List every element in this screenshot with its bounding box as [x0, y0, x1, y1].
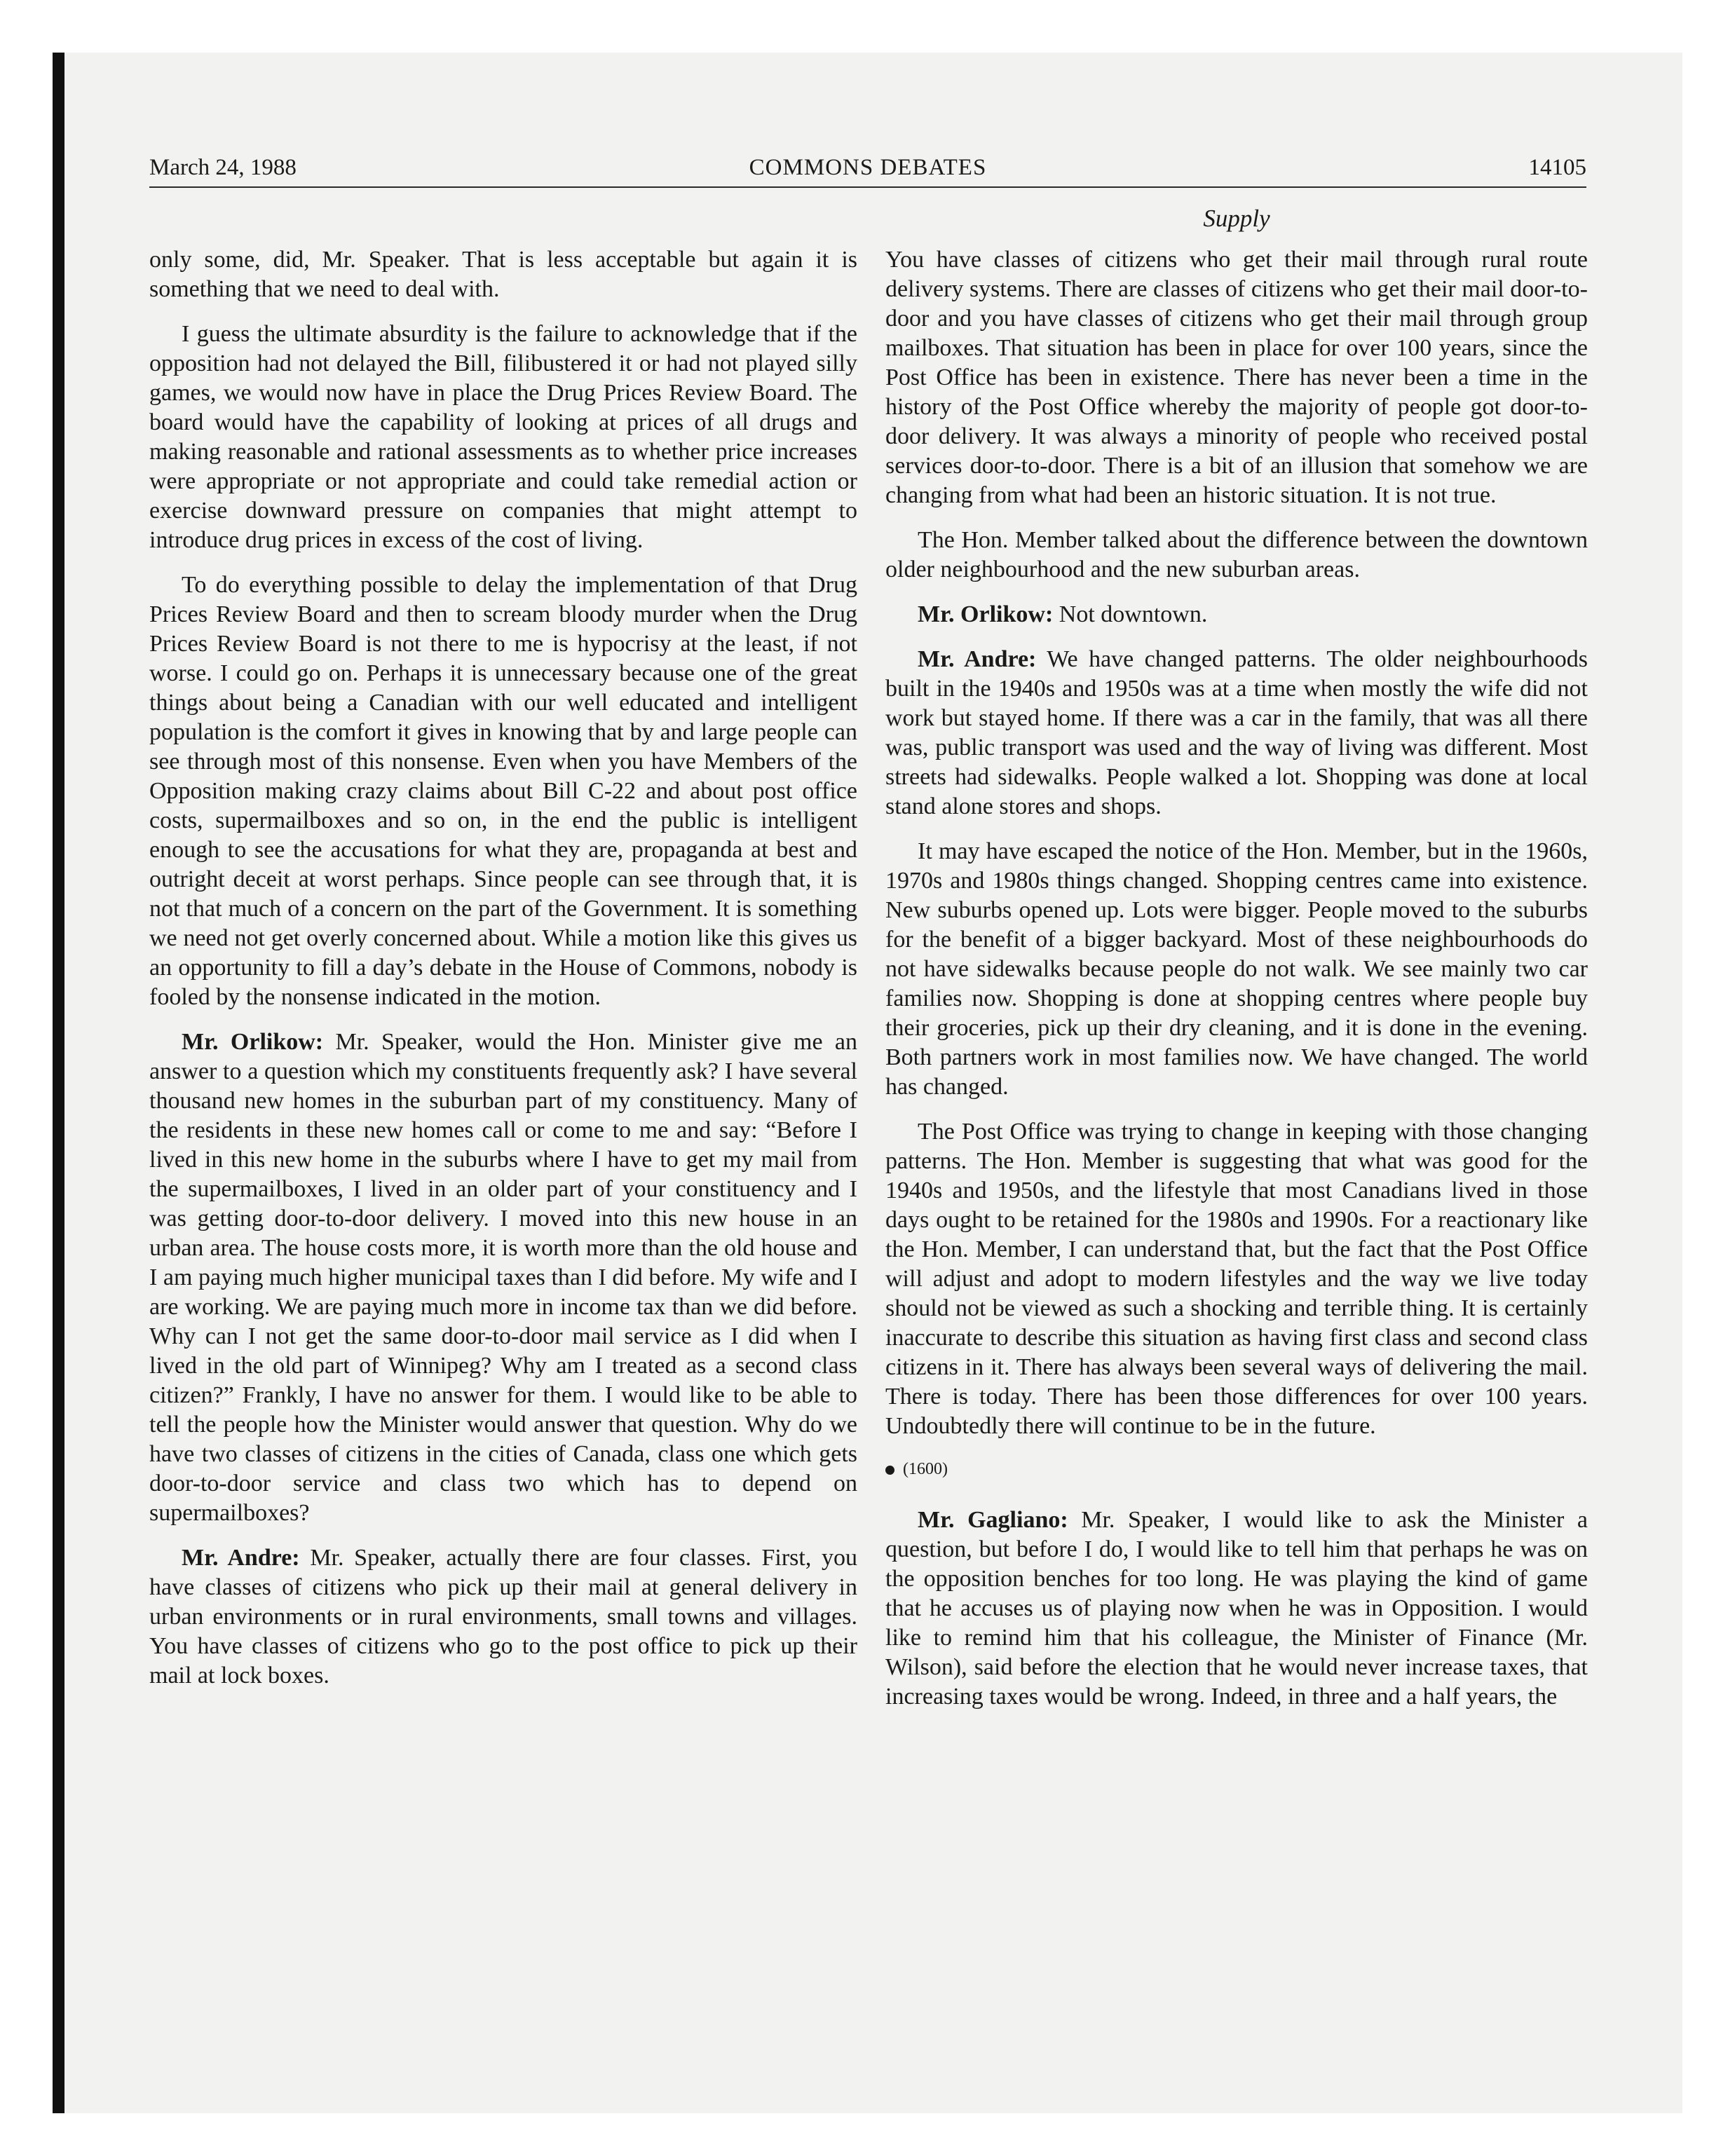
time-marker-text: (1600): [903, 1460, 948, 1478]
paragraph-text: It may have escaped the notice of the Hon. Member, but in the 1960s, 1970s and 1980s things changed. Shopping centres came into existence. New suburbs opened up. Lots were bigger. People moved to the suburbs for the benefit of a bigger backyard. Most of these neighbourhoods do not have sidewalks because people do not walk. We see mainly two car families now. Shopping is done at shopping centres where people buy their groceries, pick up their dry cleaning, and it is done in the evening. Both partners work in most families now. We have changed. The world has changed.: [885, 838, 1588, 1100]
speaker-name: Mr. Orlikow:: [918, 601, 1054, 627]
paragraph-text: The Post Office was trying to change in keeping with those changing patterns. The Hon. Member is suggesting that what was good for the 1940s and 1950s, and the lifestyle that most Canadians lived in those days ought to be retained for the 1980s and 1990s. For a reactionary like the Hon. Member, I can understand that, but the fact that the Post Office will adjust and adopt to modern lifestyles and the way we live today should not be viewed as such a shocking and terrible thing. It is certainly inaccurate to describe this situation as having first class and second class citizens in it. There has always been several ways of delivering the mail. There is today. There has been those differences for over 100 years. Undoubtedly there will continue to be in the future.: [885, 1119, 1588, 1439]
paragraph-text: You have classes of citizens who get their mail through rural route delivery systems. There are classes of citizens who get their mail door-to-door and you have classes of citizens who get their mail through group mailboxes. That situation has been in place for over 100 years, since the Post Office has been in existence. There has never been a time in the history of the Post Office whereby the majority of people got door-to-door delivery. It was always a minority of people who received postal services door-to-door. There is a bit of an illusion that somehow we are changing from what had been an historic situation. It is not true.: [885, 247, 1588, 508]
paragraph: [885, 526, 1588, 585]
left-column: [149, 245, 857, 1706]
time-marker: [885, 1456, 1588, 1482]
bullet-icon: [885, 1466, 894, 1475]
paragraph-text: Mr. Speaker, would the Hon. Minister give me an answer to a question which my constituents frequently ask? I have several thousand new homes in the suburban part of my constituency. Many of the residents in these new homes call or come to me and say: “Before I lived in this new home in the suburbs where I have to get my mail from the supermailboxes, I lived in an older part of your constituency and I was getting door-to-door delivery. I moved into this new house in an urban area. The house costs more, it is worth more than the old house and I am paying much higher municipal taxes than I did before. My wife and I are working. We are paying much more in income tax than we did before. Why can I not get the same door-to-door mail service as I did when I lived in the old part of Winnipeg? Why am I treated as a second class citizen?” Frankly, I have no answer for them. I would like to be able to tell the people how the Minister would answer that question. Why do we have two classes of citizens in the cities of Canada, class one which gets door-to-door service and class two which has to depend on supermailboxes?: [149, 1029, 857, 1526]
paragraph: [885, 245, 1588, 510]
header-date: March 24, 1988: [149, 155, 297, 180]
paragraph-text: The Hon. Member talked about the difference between the downtown older neighbourhood and the new suburban areas.: [885, 527, 1588, 582]
paragraph: [885, 837, 1588, 1102]
header-rule: [149, 186, 1586, 188]
page-header: [149, 150, 1586, 185]
paragraph-text: only some, did, Mr. Speaker. That is less acceptable but again it is something that we need to deal with.: [149, 247, 857, 302]
paragraph: [149, 245, 857, 304]
paragraph: [885, 600, 1588, 629]
right-column: [885, 245, 1588, 1727]
paragraph: [149, 1543, 857, 1691]
paragraph-text: Not downtown.: [1059, 601, 1208, 627]
speaker-name: Mr. Gagliano:: [918, 1507, 1068, 1533]
header-title: COMMONS DEBATES: [749, 155, 987, 180]
scan-binding-edge: [53, 53, 64, 2113]
paragraph: [149, 571, 857, 1012]
paragraph-text: Mr. Speaker, I would like to ask the Minister a question, but before I do, I would like to tell him that perhaps he was on the opposition benches for too long. He was playing the kind of game that he accuses us of playing now when he was in Opposition. I would like to remind him that his colleague, the Minister of Finance (Mr. Wilson), said before the election that he would never increase taxes, that increasing taxes would be wrong. Indeed, in three and a half years, the: [885, 1507, 1588, 1710]
speaker-name: Mr. Andre:: [182, 1545, 300, 1571]
paragraph: [885, 1506, 1588, 1712]
paragraph: [885, 645, 1588, 821]
paragraph: [149, 1028, 857, 1528]
paragraph-text: We have changed patterns. The older neighbourhoods built in the 1940s and 1950s was at a time when mostly the wife did not work but stayed home. If there was a car in the family, that was all there was, public transport was used and the way of living was different. Most streets had sidewalks. People walked a lot. Shopping was done at local stand alone stores and shops.: [885, 646, 1588, 819]
speaker-name: Mr. Orlikow:: [182, 1029, 324, 1055]
header-page-number: 14105: [1528, 155, 1586, 180]
paragraph-text: I guess the ultimate absurdity is the failure to acknowledge that if the opposition had not delayed the Bill, filibustered it or had not played silly games, we would now have in place the Drug Prices Review Board. The board would have the capability of looking at prices of all drugs and making reasonable and rational assessments as to whether price increases were appropriate or not appropriate and could take remedial action or exercise downward pressure on companies that might attempt to introduce drug prices in excess of the cost of living.: [149, 321, 857, 553]
paragraph-text: To do everything possible to delay the implementation of that Drug Prices Review Board and then to scream bloody murder when the Drug Prices Review Board is not there to me is hypocrisy at the least, if not worse. I could go on. Perhaps it is unnecessary because one of the great things about being a Canadian with our well educated and intelligent population is the comfort it gives in knowing that by and large people can see through most of this nonsense. Even when you have Members of the Opposition making crazy claims about Bill C-22 and about post office costs, supermailboxes and so on, in the end the public is intelligent enough to see the accusations for what they are, propaganda at best and outright deceit at worst perhaps. Since people can see through that, it is not that much of a concern on the part of the Government. It is something we need not get overly concerned about. While a motion like this gives us an opportunity to fill a day’s debate in the House of Commons, nobody is fooled by the nonsense indicated in the motion.: [149, 572, 857, 1010]
paragraph: [149, 320, 857, 555]
section-title: Supply: [1203, 205, 1270, 232]
paragraph: [885, 1117, 1588, 1441]
paragraph-text: Mr. Speaker, actually there are four classes. First, you have classes of citizens who pick up their mail at general delivery in urban environments or in rural environments, small towns and villages. You have classes of citizens who go to the post office to pick up their mail at lock boxes.: [149, 1545, 857, 1688]
speaker-name: Mr. Andre:: [918, 646, 1037, 672]
